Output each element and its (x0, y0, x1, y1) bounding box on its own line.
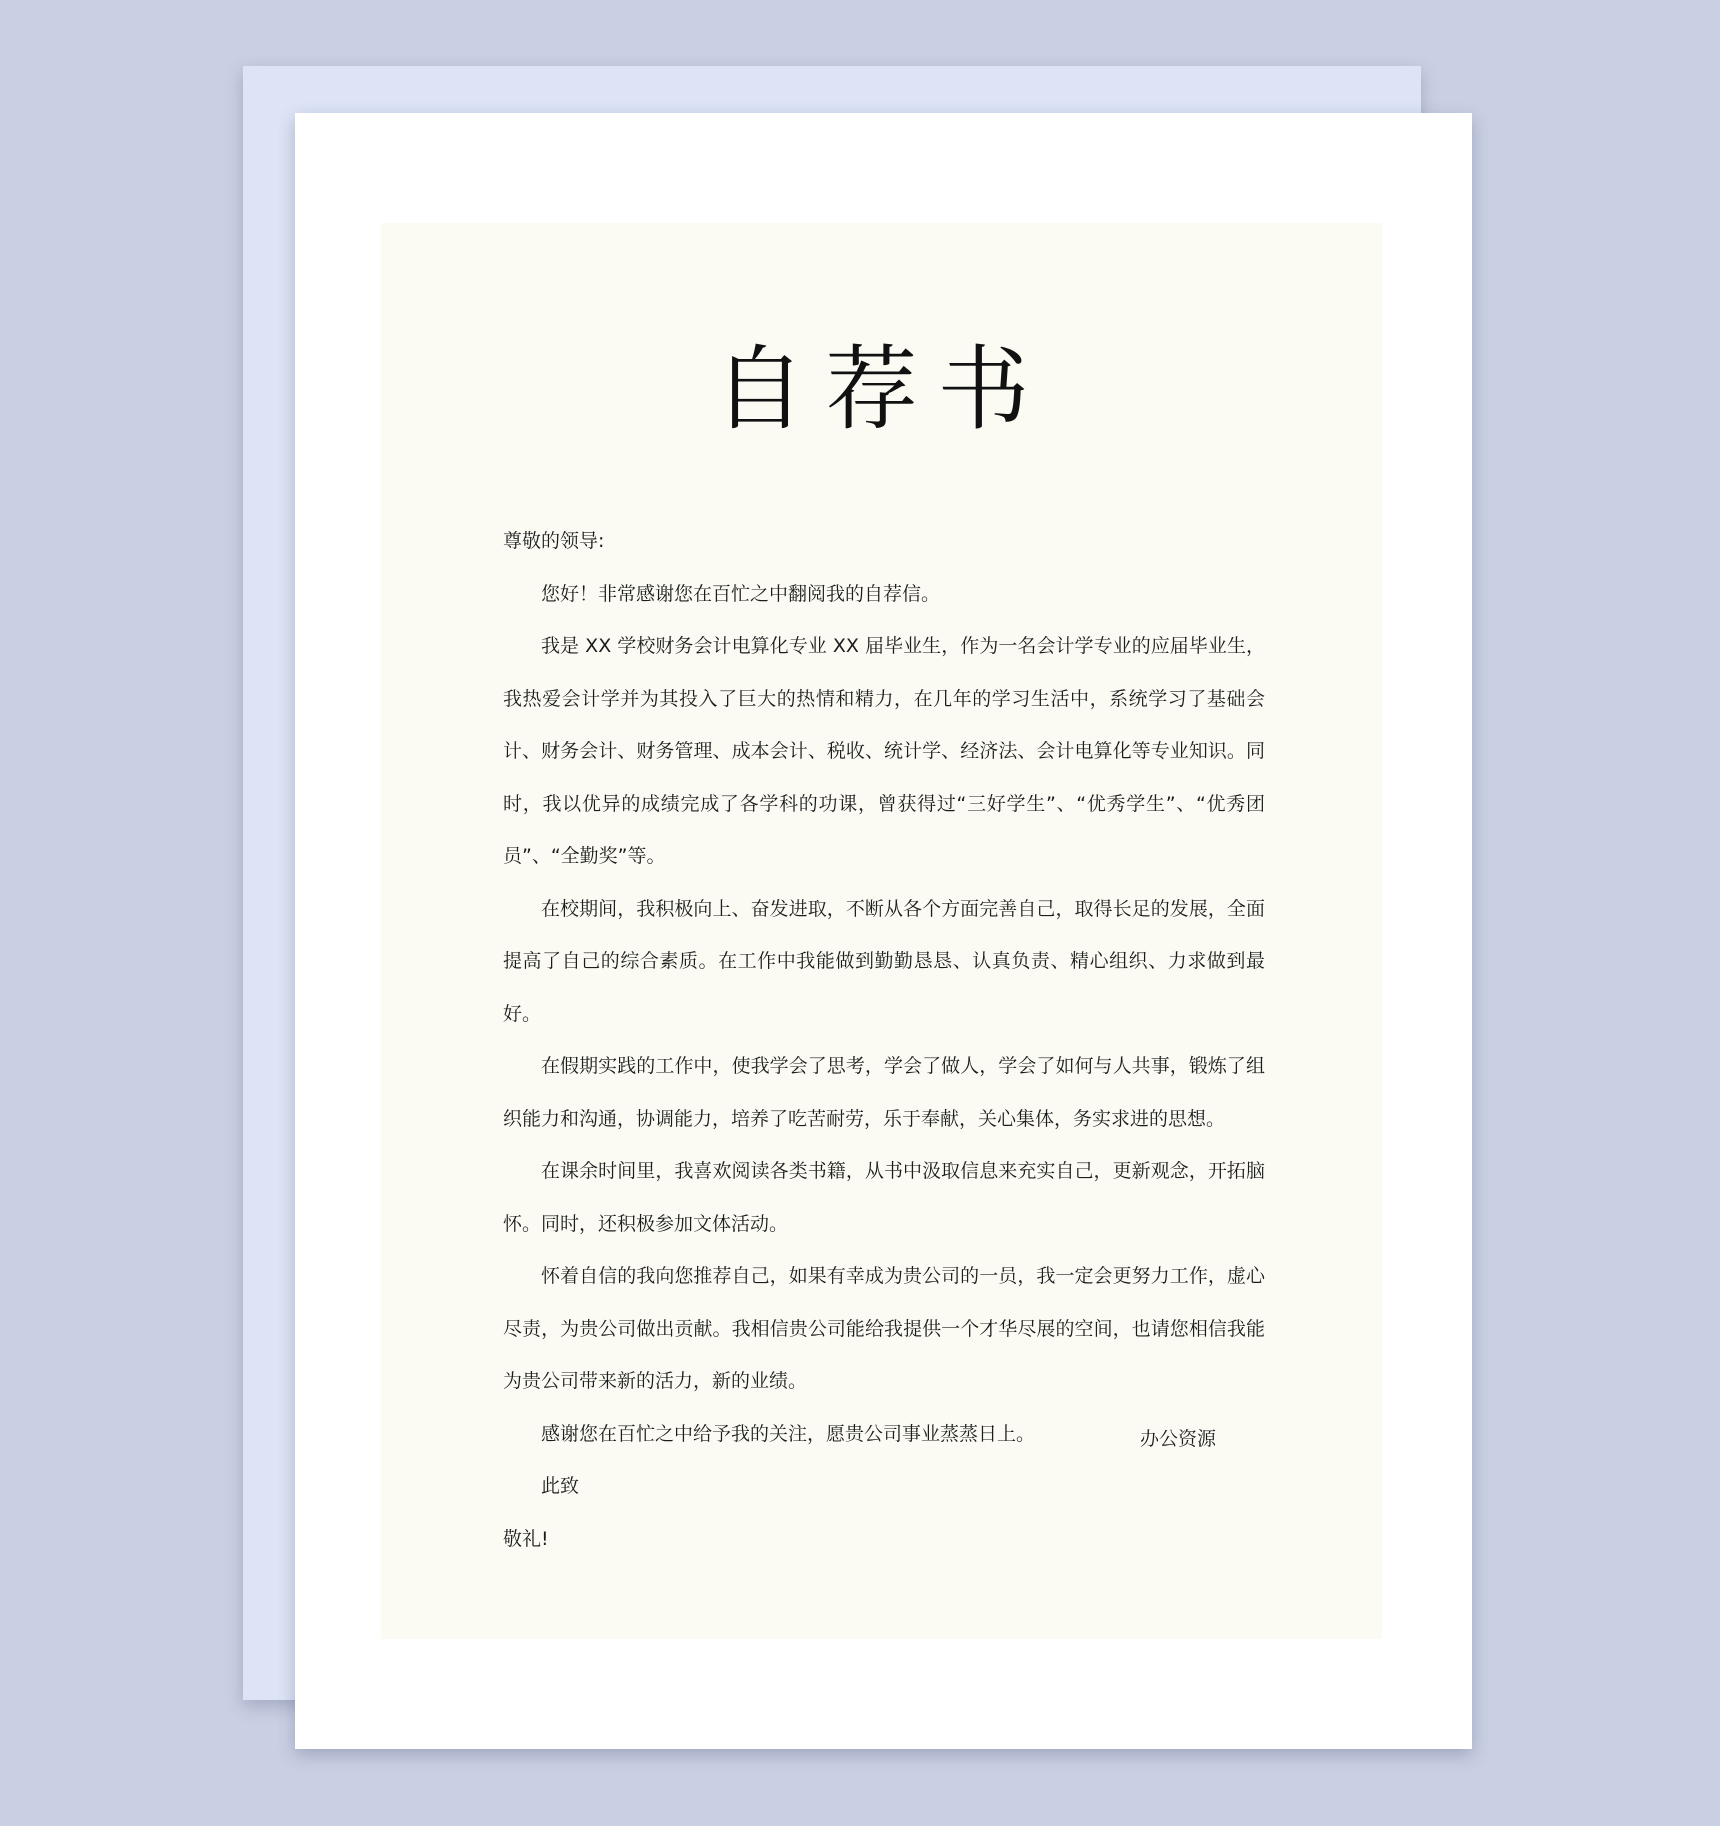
letter-paragraph: 我是 XX 学校财务会计电算化专业 XX 届毕业生，作为一名会计学专业的应届毕业生，我热爱会计学并为其投入了巨大的热情和精力，在几年的学习生活中，系统学习了基础会计、财务会计、财务管理、成本会计、税收、统计学、经济法、会计电算化等专业知识。同时，我以优异的成绩完成了各学科的功课，曾获得过“三好学生”、“优秀学生”、“优秀团员”、“全勤奖”等。 (503, 635, 1265, 867)
letter-closing-2: 敬礼! (503, 1527, 549, 1550)
letter-title: 自荐书 (713, 336, 1050, 443)
letter-content-area (381, 223, 1382, 1639)
letter-paragraph: 在假期实践的工作中，使我学会了思考，学会了做人，学会了如何与人共事，锻炼了组织能力和沟通，协调能力，培养了吃苦耐劳，乐于奉献，关心集体，务实求进的思想。 (503, 1055, 1265, 1130)
letter-paragraph: 您好！非常感谢您在百忙之中翻阅我的自荐信。 (541, 582, 941, 605)
letter-signature: 办公资源 (1139, 1428, 1216, 1450)
letter-paragraph: 怀着自信的我向您推荐自己，如果有幸成为贵公司的一员，我一定会更努力工作，虚心尽责，为贵公司做出贡献。我相信贵公司能给我提供一个才华尽展的空间，也请您相信我能为贵公司带来新的活力，新的业绩。 (503, 1265, 1265, 1392)
letter-paragraph: 在课余时间里，我喜欢阅读各类书籍，从书中汲取信息来充实自己，更新观念，开拓脑怀。同时，还积极参加文体活动。 (503, 1160, 1265, 1235)
letter-closing-1: 此致 (541, 1475, 580, 1497)
letter-paragraph: 感谢您在百忙之中给予我的关注，愿贵公司事业蒸蒸日上。 (541, 1422, 1036, 1445)
letter-salutation: 尊敬的领导: (503, 530, 605, 552)
front-paper-sheet (295, 113, 1472, 1749)
letter-body (503, 515, 1265, 1565)
letter-paragraph: 在校期间，我积极向上、奋发进取，不断从各个方面完善自己，取得长足的发展，全面提高了自己的综合素质。在工作中我能做到勤勤恳恳、认真负责、精心组织、力求做到最好。 (503, 897, 1265, 1025)
